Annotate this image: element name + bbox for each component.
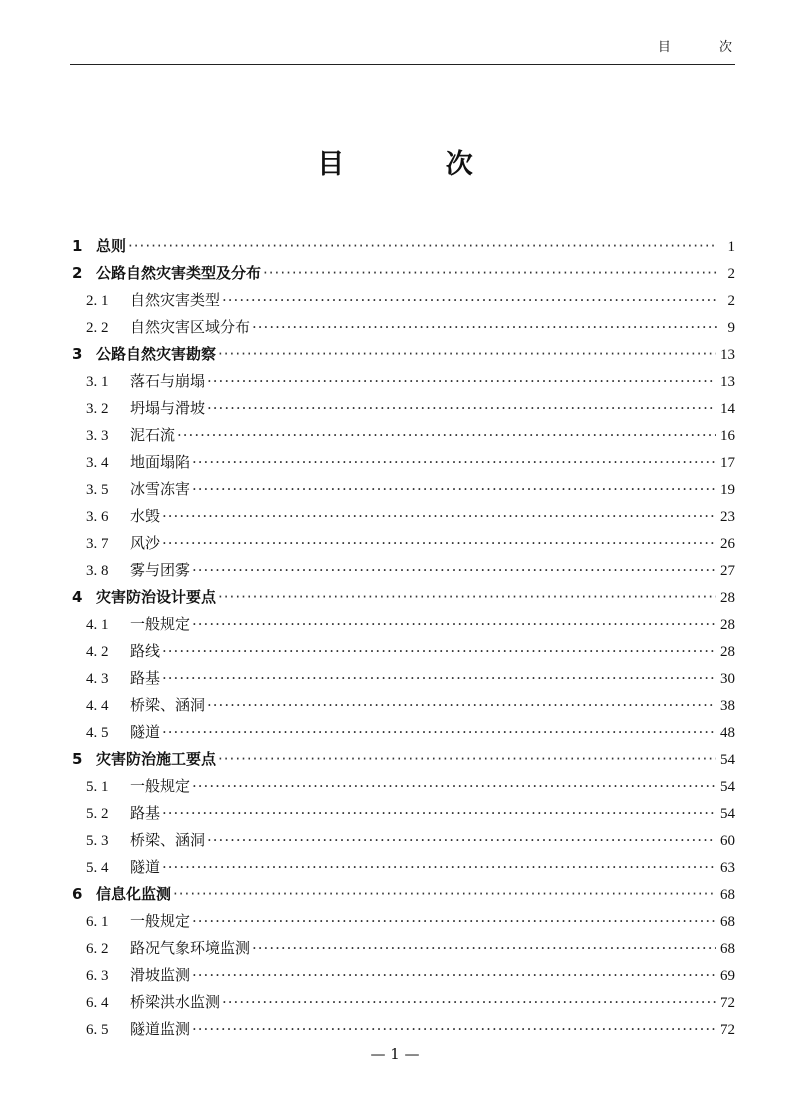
toc-entry-title: 一般规定 xyxy=(130,777,191,795)
toc-entry-page: 23 xyxy=(720,509,735,525)
toc-entry-number: 1 xyxy=(72,237,83,255)
toc-entry-title: 路线 xyxy=(130,642,161,660)
toc-entry-page: 9 xyxy=(727,320,735,336)
toc-entry-number: 5. 3 xyxy=(86,833,109,849)
toc-chapter-entry[interactable] xyxy=(70,260,735,287)
toc-section-entry[interactable] xyxy=(70,962,735,989)
toc-entry-page: 63 xyxy=(720,860,735,876)
toc-entry-title: 风沙 xyxy=(130,534,161,552)
toc-entry-title: 信息化监测 xyxy=(96,885,172,903)
toc-entry-number: 6. 2 xyxy=(86,941,109,957)
dot-leader xyxy=(207,827,716,854)
dot-leader xyxy=(207,395,716,422)
toc-chapter-entry[interactable] xyxy=(70,341,735,368)
toc-entry-page: 69 xyxy=(720,968,735,984)
toc-entry-page: 19 xyxy=(720,482,735,498)
toc-entry-title: 桥梁洪水监测 xyxy=(130,993,221,1011)
toc-section-entry[interactable] xyxy=(70,692,735,719)
dot-leader xyxy=(162,665,716,692)
toc-entry-page: 28 xyxy=(720,617,735,633)
toc-entry-page: 68 xyxy=(720,914,735,930)
toc-entry-title: 路基 xyxy=(130,669,161,687)
toc-entry-number: 3. 2 xyxy=(86,401,109,417)
toc-entry-number: 4. 2 xyxy=(86,644,109,660)
toc-entry-title: 自然灾害区域分布 xyxy=(130,318,251,336)
dot-leader xyxy=(162,800,716,827)
toc-entry-page: 38 xyxy=(720,698,735,714)
toc-entry-number: 3. 5 xyxy=(86,482,109,498)
toc-entry-title: 公路自然灾害类型及分布 xyxy=(96,264,262,282)
toc-entry-page: 60 xyxy=(720,833,735,849)
dot-leader xyxy=(192,773,716,800)
toc-entry-number: 3. 4 xyxy=(86,455,109,471)
toc-entry-number: 4. 3 xyxy=(86,671,109,687)
dot-leader xyxy=(162,719,716,746)
toc-section-entry[interactable] xyxy=(70,368,735,395)
toc-entry-page: 54 xyxy=(720,752,735,768)
toc-entry-number: 4 xyxy=(72,588,83,606)
toc-entry-title: 公路自然灾害勘察 xyxy=(96,345,217,363)
toc-entry-number: 6 xyxy=(72,885,83,903)
dot-leader xyxy=(162,530,716,557)
toc-section-entry[interactable] xyxy=(70,989,735,1016)
dot-leader xyxy=(128,233,717,260)
toc-entry-page: 72 xyxy=(720,1022,735,1038)
dot-leader xyxy=(173,881,716,908)
toc-entry-page: 14 xyxy=(720,401,735,417)
dot-leader xyxy=(263,260,717,287)
toc-entry-page: 1 xyxy=(727,239,735,255)
toc-entry-number: 5 xyxy=(72,750,83,768)
table-of-contents xyxy=(70,233,735,1043)
toc-entry-page: 16 xyxy=(720,428,735,444)
toc-section-entry[interactable] xyxy=(70,530,735,557)
page-title: 目 次 xyxy=(317,149,519,180)
toc-section-entry[interactable] xyxy=(70,422,735,449)
toc-entry-number: 6. 4 xyxy=(86,995,109,1011)
toc-entry-number: 2. 2 xyxy=(86,320,109,336)
toc-section-entry[interactable] xyxy=(70,773,735,800)
toc-entry-number: 3. 6 xyxy=(86,509,109,525)
dot-leader xyxy=(222,989,716,1016)
page-number: — 1 — xyxy=(370,1045,420,1063)
toc-entry-page: 54 xyxy=(720,779,735,795)
dot-leader xyxy=(252,935,716,962)
toc-entry-title: 滑坡监测 xyxy=(130,966,191,984)
toc-entry-title: 水毁 xyxy=(130,507,161,525)
dot-leader xyxy=(192,557,716,584)
toc-entry-page: 68 xyxy=(720,887,735,903)
toc-entry-number: 3 xyxy=(72,345,83,363)
toc-entry-title: 泥石流 xyxy=(130,426,176,444)
dot-leader xyxy=(207,368,716,395)
toc-section-entry[interactable] xyxy=(70,476,735,503)
toc-chapter-entry[interactable] xyxy=(70,746,735,773)
dot-leader xyxy=(162,503,716,530)
toc-entry-number: 6. 1 xyxy=(86,914,109,930)
toc-section-entry[interactable] xyxy=(70,800,735,827)
toc-entry-page: 13 xyxy=(720,347,735,363)
toc-section-entry[interactable] xyxy=(70,557,735,584)
toc-section-entry[interactable] xyxy=(70,1016,735,1043)
toc-entry-number: 2 xyxy=(72,264,83,282)
toc-section-entry[interactable] xyxy=(70,638,735,665)
toc-entry-number: 6. 5 xyxy=(86,1022,109,1038)
toc-section-entry[interactable] xyxy=(70,611,735,638)
toc-section-entry[interactable] xyxy=(70,665,735,692)
toc-section-entry[interactable] xyxy=(70,287,735,314)
toc-entry-number: 3. 8 xyxy=(86,563,109,579)
toc-section-entry[interactable] xyxy=(70,854,735,881)
toc-section-entry[interactable] xyxy=(70,908,735,935)
toc-entry-page: 30 xyxy=(720,671,735,687)
toc-chapter-entry[interactable] xyxy=(70,881,735,908)
toc-entry-page: 2 xyxy=(727,293,735,309)
toc-entry-page: 54 xyxy=(720,806,735,822)
dot-leader xyxy=(207,692,716,719)
dot-leader xyxy=(218,746,716,773)
toc-section-entry[interactable] xyxy=(70,503,735,530)
toc-entry-title: 灾害防治施工要点 xyxy=(96,750,217,768)
toc-entry-number: 3. 1 xyxy=(86,374,109,390)
dot-leader xyxy=(218,584,716,611)
header-rule xyxy=(70,64,735,65)
toc-entry-page: 68 xyxy=(720,941,735,957)
toc-entry-title: 总则 xyxy=(96,237,127,255)
toc-entry-title: 桥梁、涵洞 xyxy=(130,696,206,714)
dot-leader xyxy=(192,476,716,503)
toc-entry-title: 地面塌陷 xyxy=(130,453,191,471)
dot-leader xyxy=(192,1016,716,1043)
toc-section-entry[interactable] xyxy=(70,935,735,962)
toc-entry-number: 4. 1 xyxy=(86,617,109,633)
dot-leader xyxy=(192,611,716,638)
toc-entry-title: 桥梁、涵洞 xyxy=(130,831,206,849)
toc-entry-number: 2. 1 xyxy=(86,293,109,309)
toc-entry-title: 一般规定 xyxy=(130,615,191,633)
toc-entry-title: 坍塌与滑坡 xyxy=(130,399,206,417)
dot-leader xyxy=(162,854,716,881)
toc-entry-title: 灾害防治设计要点 xyxy=(96,588,217,606)
toc-chapter-entry[interactable] xyxy=(70,233,735,260)
toc-entry-title: 冰雪冻害 xyxy=(130,480,191,498)
toc-entry-number: 5. 2 xyxy=(86,806,109,822)
toc-entry-title: 路况气象环境监测 xyxy=(130,939,251,957)
toc-entry-number: 5. 4 xyxy=(86,860,109,876)
dot-leader xyxy=(218,341,716,368)
toc-chapter-entry[interactable] xyxy=(70,584,735,611)
dot-leader xyxy=(192,449,716,476)
dot-leader xyxy=(177,422,716,449)
toc-entry-number: 4. 5 xyxy=(86,725,109,741)
toc-entry-number: 5. 1 xyxy=(86,779,109,795)
toc-entry-title: 隧道 xyxy=(130,723,161,741)
toc-entry-title: 自然灾害类型 xyxy=(130,291,221,309)
toc-section-entry[interactable] xyxy=(70,395,735,422)
toc-entry-page: 26 xyxy=(720,536,735,552)
dot-leader xyxy=(222,287,717,314)
toc-entry-page: 28 xyxy=(720,644,735,660)
toc-entry-page: 2 xyxy=(727,266,735,282)
toc-entry-number: 4. 4 xyxy=(86,698,109,714)
toc-entry-title: 雾与团雾 xyxy=(130,561,191,579)
toc-entry-title: 隧道 xyxy=(130,858,161,876)
toc-section-entry[interactable] xyxy=(70,449,735,476)
toc-section-entry[interactable] xyxy=(70,827,735,854)
dot-leader xyxy=(192,908,716,935)
toc-entry-page: 13 xyxy=(720,374,735,390)
toc-entry-title: 路基 xyxy=(130,804,161,822)
running-header-title: 目 次 xyxy=(657,40,754,55)
toc-entry-title: 落石与崩塌 xyxy=(130,372,206,390)
dot-leader xyxy=(252,314,717,341)
toc-entry-page: 72 xyxy=(720,995,735,1011)
toc-entry-number: 6. 3 xyxy=(86,968,109,984)
toc-entry-page: 17 xyxy=(720,455,735,471)
toc-entry-number: 3. 7 xyxy=(86,536,109,552)
toc-section-entry[interactable] xyxy=(70,314,735,341)
toc-entry-title: 一般规定 xyxy=(130,912,191,930)
toc-entry-title: 隧道监测 xyxy=(130,1020,191,1038)
toc-entry-number: 3. 3 xyxy=(86,428,109,444)
dot-leader xyxy=(162,638,716,665)
toc-entry-page: 48 xyxy=(720,725,735,741)
toc-entry-page: 27 xyxy=(720,563,735,579)
toc-entry-page: 28 xyxy=(720,590,735,606)
dot-leader xyxy=(192,962,716,989)
toc-section-entry[interactable] xyxy=(70,719,735,746)
